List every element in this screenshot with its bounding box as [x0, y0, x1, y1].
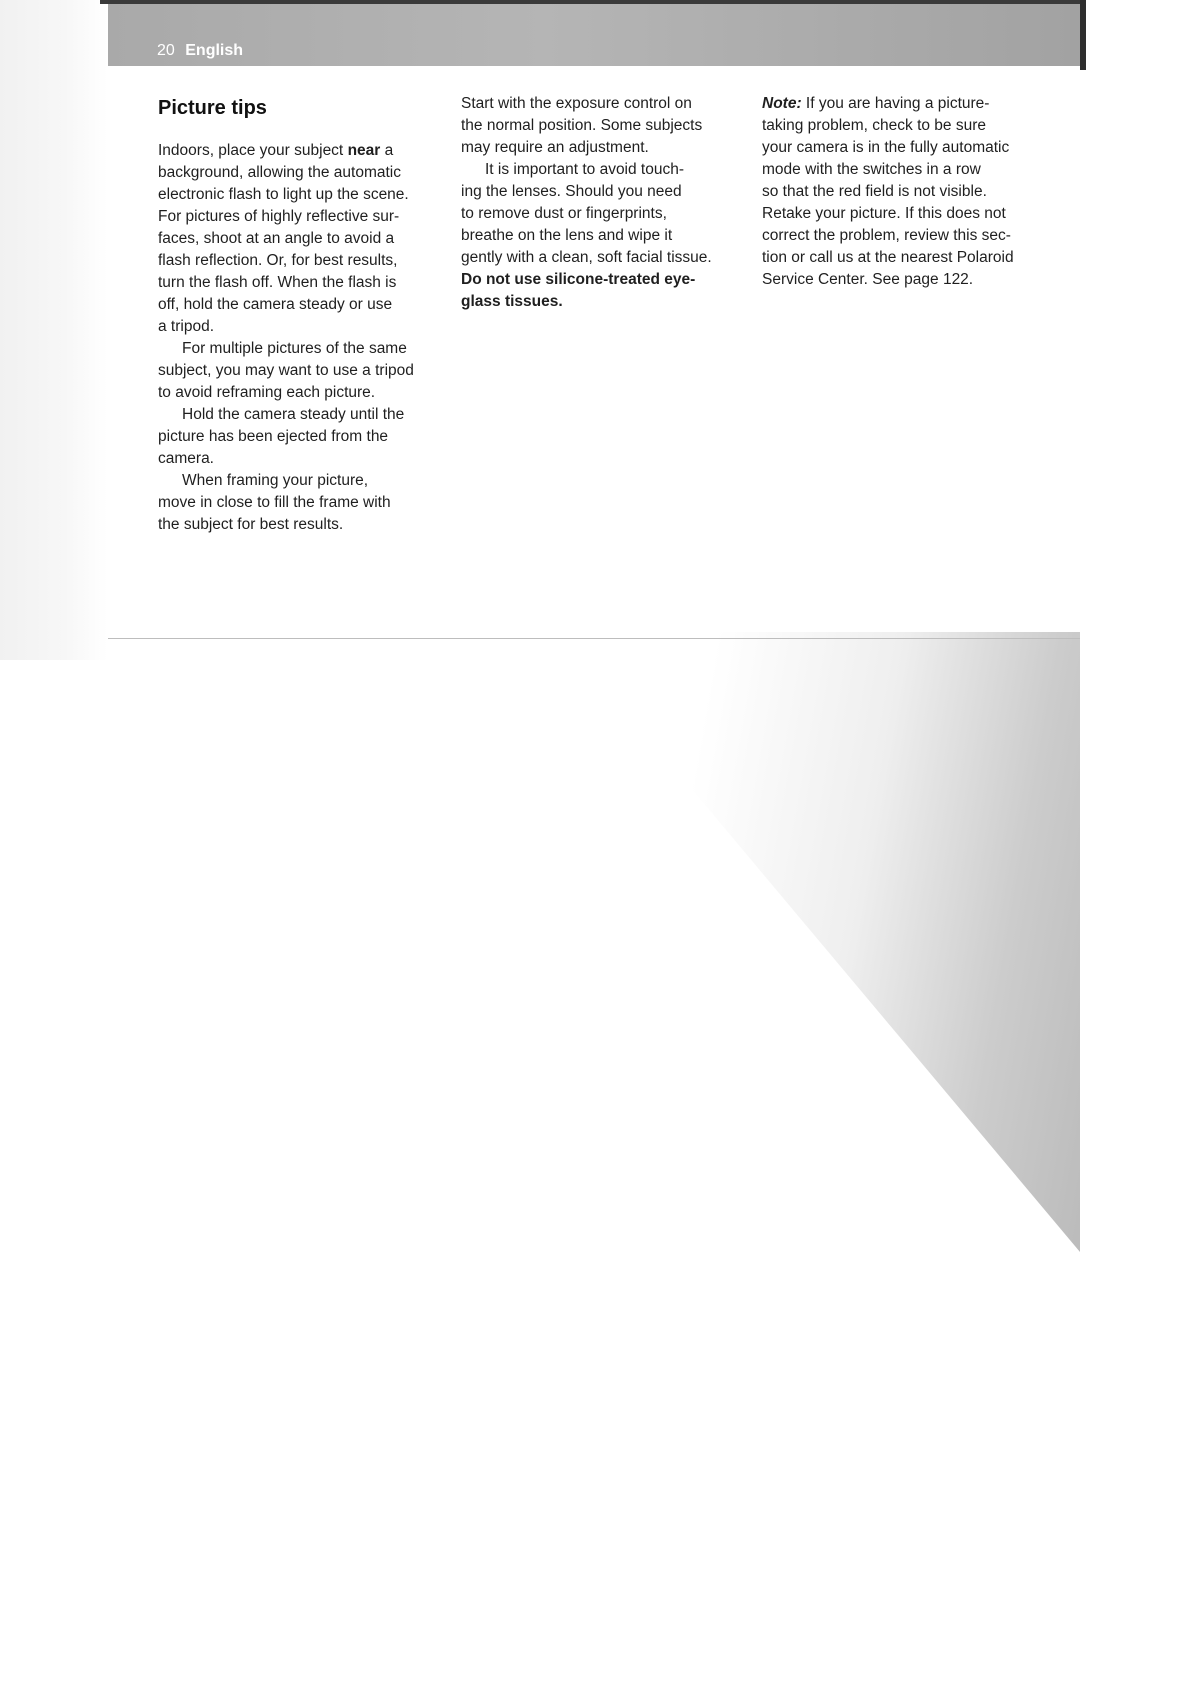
warning-line: Do not use silicone-treated eye-: [461, 271, 696, 288]
section-title: Picture tips: [158, 97, 267, 119]
text-line: turn the flash off. When the flash is: [158, 274, 397, 291]
text-line: For multiple pictures of the same: [182, 340, 407, 357]
text-line: subject, you may want to use a tripod: [158, 362, 414, 379]
text-line: For pictures of highly reflective sur-: [158, 208, 400, 225]
text-line: electronic flash to light up the scene.: [158, 186, 409, 203]
scan-left-margin: [0, 0, 108, 660]
text-line: mode with the switches in a row: [762, 161, 981, 178]
page-bottom-edge: [108, 638, 1080, 639]
warning-line: glass tissues.: [461, 293, 563, 310]
paragraph-tripod: [158, 338, 428, 404]
text-line: Service Center. See page 122.: [762, 271, 974, 288]
text-line: [762, 93, 1042, 115]
text-line: gently with a clean, soft facial tissue.: [461, 249, 712, 266]
text-line: It is important to avoid touch-: [485, 161, 685, 178]
paragraph-note: [762, 93, 1042, 291]
header-bar: [108, 4, 1080, 66]
text-span: a: [380, 142, 394, 159]
text-line: Start with the exposure control on: [461, 95, 692, 112]
text-line: camera.: [158, 450, 214, 467]
text-line: the normal position. Some subjects: [461, 117, 703, 134]
column-2: [461, 93, 741, 313]
page-language: English: [185, 42, 244, 59]
text-line: background, allowing the automatic: [158, 164, 401, 181]
page-header: [157, 42, 243, 60]
scan-shadow: [560, 632, 1080, 1252]
text-span: If you are having a picture-: [801, 95, 990, 112]
text-line: breathe on the lens and wipe it: [461, 227, 673, 244]
text-line: flash reflection. Or, for best results,: [158, 252, 398, 269]
note-label: Note:: [762, 95, 802, 112]
bold-word: near: [347, 142, 381, 159]
paragraph-lenses: [461, 159, 741, 313]
text-line: picture has been ejected from the: [158, 428, 389, 445]
text-line: the subject for best results.: [158, 516, 344, 533]
text-line: correct the problem, review this sec-: [762, 227, 1011, 244]
text-line: move in close to fill the frame with: [158, 494, 391, 511]
text-span: Indoors, place your subject: [158, 142, 348, 159]
paragraph-steady: [158, 404, 428, 470]
column-1: [158, 96, 428, 536]
text-line: faces, shoot at an angle to avoid a: [158, 230, 395, 247]
text-line: When framing your picture,: [182, 472, 369, 489]
text-line: so that the red field is not visible.: [762, 183, 987, 200]
text-line: taking problem, check to be sure: [762, 117, 987, 134]
text-line: ing the lenses. Should you need: [461, 183, 682, 200]
page-number: 20: [157, 42, 175, 59]
text-line: a tripod.: [158, 318, 215, 335]
paragraph-exposure: [461, 93, 741, 159]
text-line: off, hold the camera steady or use: [158, 296, 393, 313]
text-line: Retake your picture. If this does not: [762, 205, 1006, 222]
paragraph-framing: [158, 470, 428, 536]
text-line: to remove dust or fingerprints,: [461, 205, 667, 222]
text-line: may require an adjustment.: [461, 139, 649, 156]
text-line: tion or call us at the nearest Polaroid: [762, 249, 1014, 266]
text-line: [158, 140, 428, 162]
text-line: to avoid reframing each picture.: [158, 384, 376, 401]
text-line: Hold the camera steady until the: [182, 406, 405, 423]
column-3: [762, 93, 1042, 291]
paragraph-indoors: [158, 140, 428, 338]
scan-right-edge: [1080, 0, 1086, 70]
text-line: your camera is in the fully automatic: [762, 139, 1010, 156]
